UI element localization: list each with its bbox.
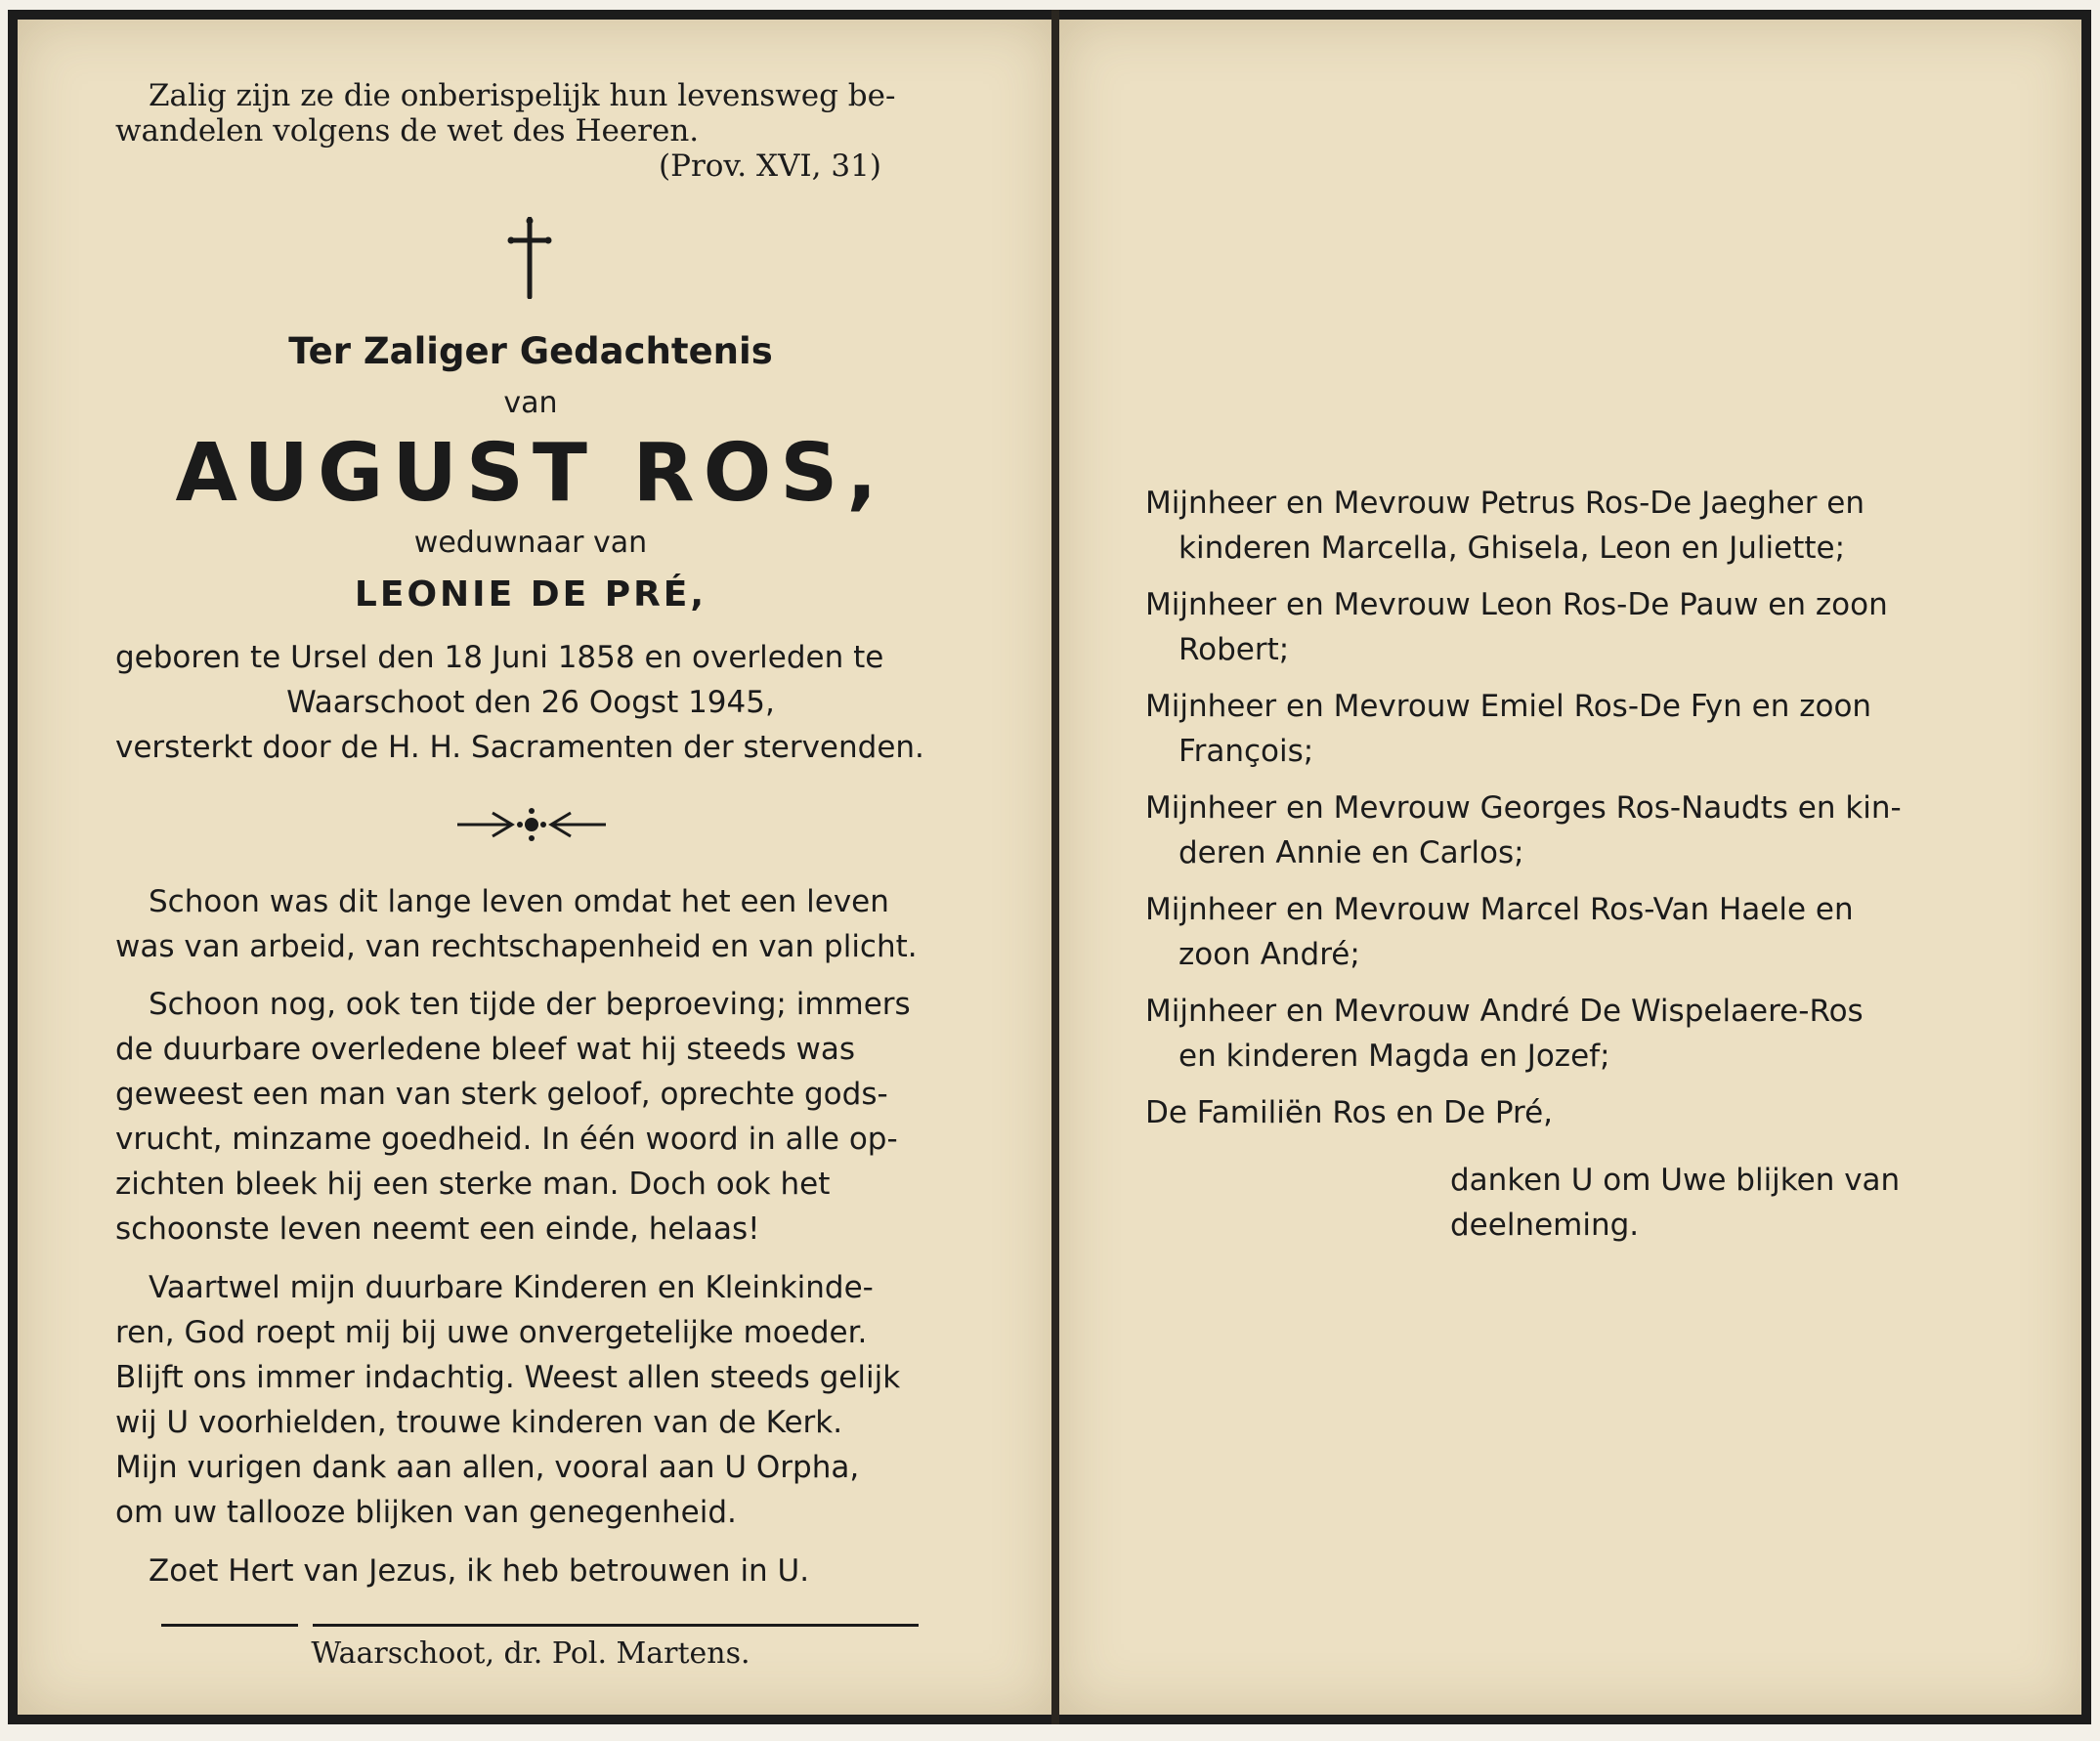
family-line: Mijnheer en Mevrouw Emiel Ros-De Fyn en zoon [1145,689,1872,724]
body-text-line: Schoon nog, ook ten tijde der beproeving; immers [149,987,911,1022]
body-text-line: ren, God roept mij bij uwe onvergetelijke moeder. [115,1315,868,1350]
body-text-line: was van arbeid, van rechtschapenheid en van plicht. [115,929,918,964]
body-text-line: wij U voorhielden, trouwe kinderen van de Kerk. [115,1405,843,1440]
bible-quote-reference: (Prov. XVI, 31) [659,149,881,184]
body-text-line: Blijft ons immer indachtig. Weest allen steeds gelijk [115,1360,901,1395]
body-text-line: zichten bleek hij een sterke man. Doch ook het [115,1167,831,1202]
family-line: deren Annie en Carlos; [1179,835,1524,870]
card-fold [1051,10,1059,1724]
family-line: en kinderen Magda en Jozef; [1179,1039,1610,1074]
bible-quote-line: wandelen volgens de wet des Heeren. [115,113,700,149]
body-text-line: de duurbare overledene bleef wat hij steeds was [115,1032,856,1067]
body-text-line: Mijn vurigen dank aan allen, vooral aan U Orpha, [115,1450,860,1485]
body-text-line: om uw tallooze blijken van genegenheid. [115,1495,737,1530]
family-line: kinderen Marcella, Ghisela, Leon en Juliette; [1179,531,1846,566]
family-line: Mijnheer en Mevrouw Petrus Ros-De Jaegher en [1145,486,1865,521]
connector-van: van [503,386,558,420]
prayer-line: Zoet Hert van Jezus, ik heb betrouwen in U. [149,1553,810,1589]
family-line: Robert; [1179,632,1290,667]
body-text-line: schoonste leven neemt een einde, helaas! [115,1211,760,1247]
body-text-line: Vaartwel mijn duurbare Kinderen en Kleinkinde- [149,1270,874,1305]
printer-rule [161,1624,298,1627]
family-line: Mijnheer en Mevrouw Marcel Ros-Van Haele en [1145,892,1854,927]
printer-rule [313,1624,919,1627]
spouse-name: LEONIE DE PRÉ, [354,574,707,615]
widower-label: weduwnaar van [413,526,648,560]
birth-death-line: Waarschoot den 26 Oogst 1945, [286,685,775,720]
body-text-line: geweest een man van sterk geloof, oprechte gods- [115,1077,888,1112]
family-line: zoon André; [1179,937,1360,972]
family-line: François; [1179,734,1314,769]
thanks-line: danken U om Uwe blijken van [1450,1163,1901,1198]
sacraments-line: versterkt door de H. H. Sacramenten der stervenden. [115,730,924,765]
cross-icon [499,217,560,299]
deceased-name: AUGUST ROS, [175,427,886,520]
bible-quote-line: Zalig zijn ze die onberispelijk hun levensweg be- [149,78,896,113]
family-line: Mijnheer en Mevrouw André De Wispelaere-Ros [1145,994,1864,1029]
body-text-line: Schoon was dit lange leven omdat het een leven [149,884,889,919]
ornament-divider-icon [453,803,610,846]
family-line: Mijnheer en Mevrouw Georges Ros-Naudts en kin- [1145,790,1902,826]
body-text-line: vrucht, minzame goedheid. In één woord in alle op- [115,1122,898,1157]
family-line: Mijnheer en Mevrouw Leon Ros-De Pauw en zoon [1145,587,1888,622]
birth-death-line: geboren te Ursel den 18 Juni 1858 en overleden te [115,640,884,675]
family-line: De Familiën Ros en De Pré, [1145,1095,1554,1130]
memorial-heading: Ter Zaliger Gedachtenis [288,330,773,372]
thanks-line: deelneming. [1450,1208,1640,1243]
printer-imprint: Waarschoot, dr. Pol. Martens. [311,1636,750,1671]
